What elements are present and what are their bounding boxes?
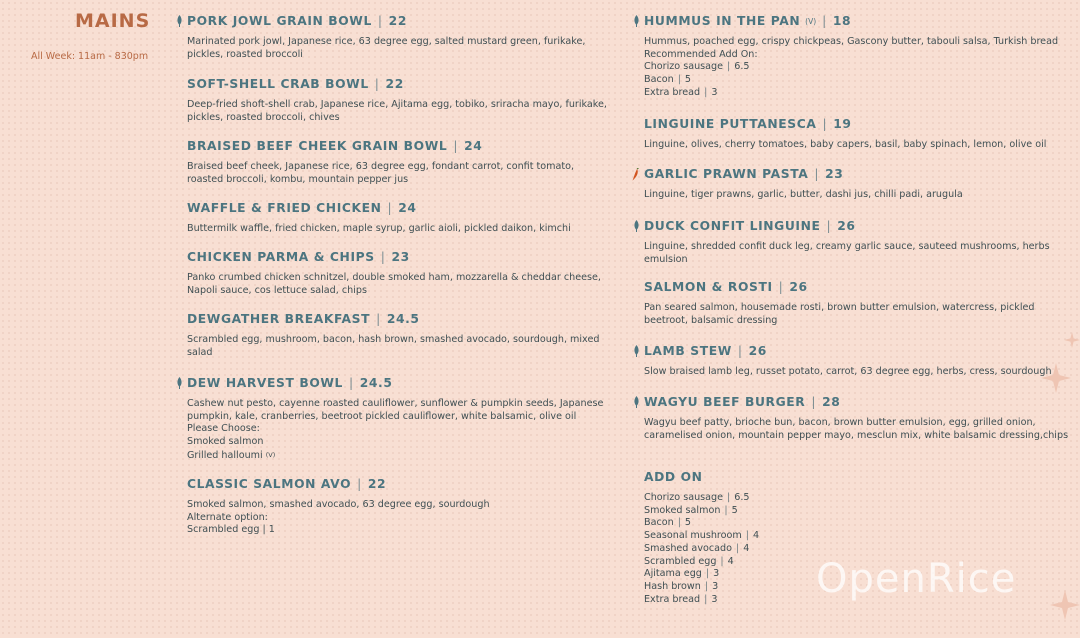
leaf-icon: [633, 220, 640, 232]
addon-row: Extra bread | 3: [644, 593, 718, 605]
addon-row: Chorizo sausage | 6.5: [644, 492, 750, 503]
item-description: Slow braised lamb leg, russet potato, carrot, 63 degree egg, herbs, cress, sourdough: [644, 366, 1052, 377]
item-name: BRAISED BEEF CHEEK GRAIN BOWL: [187, 139, 448, 153]
option-label: Alternate option:: [187, 511, 268, 523]
chili-icon: [631, 168, 640, 181]
item-heading: GARLIC PRAWN PASTA | 23: [644, 167, 844, 181]
item-description: Wagyu beef patty, brioche bun, bacon, brown butter emulsion, egg, grilled onion, caramelised onion, mountain pepper mayo, mesclun mix, white balsamic dressing,chips: [644, 417, 1069, 441]
item-heading: DEW HARVEST BOWL | 24.5: [187, 376, 393, 390]
addon-row: Bacon | 5: [644, 517, 692, 529]
item-heading: WAFFLE & FRIED CHICKEN | 24: [187, 201, 417, 215]
menu-item: [187, 137, 607, 186]
item-name: GARLIC PRAWN PASTA: [644, 167, 809, 181]
item-price: 18: [832, 14, 852, 28]
vegetarian-tag: (V): [265, 450, 276, 459]
item-name: CLASSIC SALMON AVO: [187, 477, 352, 491]
vegetarian-tag: (V): [805, 17, 817, 26]
leaf-icon: [176, 377, 183, 389]
item-description: Braised beef cheek, Japanese rice, 63 degree egg, fondant carrot, confit tomato, roasted broccoli, kombu, mountain pepper jus: [187, 161, 575, 185]
item-price: 26: [837, 219, 856, 233]
item-heading: DUCK CONFIT LINGUINE | 26: [644, 219, 856, 233]
item-price: 24.5: [386, 312, 420, 326]
item-price: 28: [822, 395, 841, 409]
item-name: CHICKEN PARMA & CHIPS: [187, 250, 375, 264]
menu-item: [187, 310, 607, 359]
item-name: WAFFLE & FRIED CHICKEN: [187, 201, 382, 215]
item-heading: SALMON & ROSTI | 26: [644, 280, 808, 294]
item-description: Scrambled egg, mushroom, bacon, hash brown, smashed avocado, sourdough, mixed salad: [187, 334, 600, 358]
menu-item: [187, 199, 607, 236]
menu-item: [644, 115, 1069, 152]
item-description: Buttermilk waffle, fried chicken, maple syrup, garlic aioli, pickled daikon, kimchi: [187, 223, 571, 234]
item-price: 22: [367, 477, 387, 491]
sparkle-icon: [1041, 363, 1071, 393]
menu-item: [187, 248, 607, 297]
addon-row: Smoked salmon | 5: [644, 504, 738, 516]
item-name: HUMMUS IN THE PAN: [644, 14, 801, 28]
section-title: MAINS: [75, 10, 151, 32]
menu-item: [187, 75, 607, 124]
item-description: Pan seared salmon, housemade rosti, brown butter emulsion, watercress, pickled beetroot, balsamic dressing: [644, 302, 1035, 326]
item-price: 23: [391, 250, 410, 264]
item-heading: PORK JOWL GRAIN BOWL | 22: [187, 14, 407, 28]
item-price: 19: [833, 117, 852, 131]
option-label: Please Choose:: [187, 423, 260, 435]
item-description: Linguine, tiger prawns, garlic, butter, dashi jus, chilli padi, arugula: [644, 189, 963, 200]
menu-item: [187, 12, 607, 61]
addon-row: Seasonal mushroom | 4: [644, 530, 760, 542]
menu-item: [644, 278, 1069, 327]
addon-title: ADD ON: [644, 470, 703, 484]
item-heading: WAGYU BEEF BURGER | 28: [644, 395, 841, 409]
menu-item: [187, 374, 607, 463]
option-item: Scrambled egg | 1: [187, 524, 275, 536]
item-heading: DEWGATHER BREAKFAST | 24.5: [187, 312, 420, 326]
item-heading: CHICKEN PARMA & CHIPS | 23: [187, 250, 410, 264]
item-price: 24: [464, 139, 483, 153]
option-item: Smoked salmon: [187, 436, 264, 448]
menu-item: [644, 165, 1069, 202]
item-name: WAGYU BEEF BURGER: [644, 395, 806, 409]
item-heading: CLASSIC SALMON AVO | 22: [187, 477, 387, 491]
addon-row: Smashed avocado | 4: [644, 542, 750, 554]
option-item: Grilled halloumi (V): [187, 449, 276, 461]
item-price: 24.5: [359, 376, 393, 390]
menu-item: [644, 393, 1069, 442]
leaf-icon: [633, 15, 640, 27]
addon-row: Scrambled egg | 4: [644, 555, 734, 567]
item-heading: HUMMUS IN THE PAN (V) | 18: [644, 14, 852, 28]
item-heading: BRAISED BEEF CHEEK GRAIN BOWL | 24: [187, 139, 483, 153]
item-description: Hummus, poached egg, crispy chickpeas, Gascony butter, tabouli salsa, Turkish bread: [644, 36, 1059, 47]
item-heading: SOFT-SHELL CRAB BOWL | 22: [187, 77, 404, 91]
item-price: 22: [388, 14, 407, 28]
item-name: DEW HARVEST BOWL: [187, 376, 343, 390]
opening-hours: All Week: 11am - 830pm: [31, 51, 149, 62]
leaf-icon: [633, 396, 640, 408]
item-name: LAMB STEW: [644, 344, 732, 358]
addon-row: Extra bread | 3: [644, 86, 718, 98]
addon-row: Hash brown | 3: [644, 580, 719, 592]
item-price: 24: [398, 201, 417, 215]
item-name: DEWGATHER BREAKFAST: [187, 312, 371, 326]
item-price: 26: [748, 344, 767, 358]
addon-row: Bacon | 5: [644, 74, 692, 86]
addon-row: Ajitama egg | 3: [644, 568, 720, 580]
item-price: 26: [789, 280, 808, 294]
item-description: Linguine, olives, cherry tomatoes, baby capers, basil, baby spinach, lemon, olive oil: [644, 139, 1047, 150]
item-name: DUCK CONFIT LINGUINE: [644, 219, 821, 233]
item-price: 22: [385, 77, 404, 91]
item-heading: LINGUINE PUTTANESCA | 19: [644, 117, 852, 131]
leaf-icon: [633, 345, 640, 357]
item-name: PORK JOWL GRAIN BOWL: [187, 14, 372, 28]
menu-item: [644, 12, 1069, 100]
item-price: 23: [825, 167, 844, 181]
sparkle-icon: [1050, 590, 1080, 620]
item-name: SALMON & ROSTI: [644, 280, 773, 294]
openrice-watermark: OpenRice: [816, 556, 1017, 602]
item-description: Smoked salmon, smashed avocado, 63 degree egg, sourdough: [187, 499, 490, 510]
item-name: SOFT-SHELL CRAB BOWL: [187, 77, 369, 91]
item-name: LINGUINE PUTTANESCA: [644, 117, 817, 131]
sparkle-icon: [1064, 332, 1080, 348]
item-description: Linguine, shredded confit duck leg, creamy garlic sauce, sauteed mushrooms, herbs emulsion: [644, 241, 1050, 265]
item-description: Marinated pork jowl, Japanese rice, 63 degree egg, salted mustard green, furikake, pickles, roasted broccoli: [187, 36, 586, 60]
menu-item: [644, 342, 1069, 379]
item-heading: LAMB STEW | 26: [644, 344, 767, 358]
item-description: Panko crumbed chicken schnitzel, double smoked ham, mozzarella & cheddar cheese, Napoli sauce, cos lettuce salad, chips: [187, 272, 601, 296]
menu-item: [644, 217, 1069, 266]
leaf-icon: [176, 15, 183, 27]
item-description: Cashew nut pesto, cayenne roasted cauliflower, sunflower & pumpkin seeds, Japanese pumpkin, kale, cranberries, beetroot pickled cauliflower, white balsamic, olive oil: [187, 398, 604, 422]
option-label: Recommended Add On:: [644, 48, 758, 60]
addon-row: Chorizo sausage | 6.5: [644, 61, 750, 73]
item-description: Deep-fried shoft-shell crab, Japanese rice, Ajitama egg, tobiko, sriracha mayo, furikake, pickles, roasted broccoli, chives: [187, 99, 607, 123]
menu-item: [187, 475, 607, 537]
